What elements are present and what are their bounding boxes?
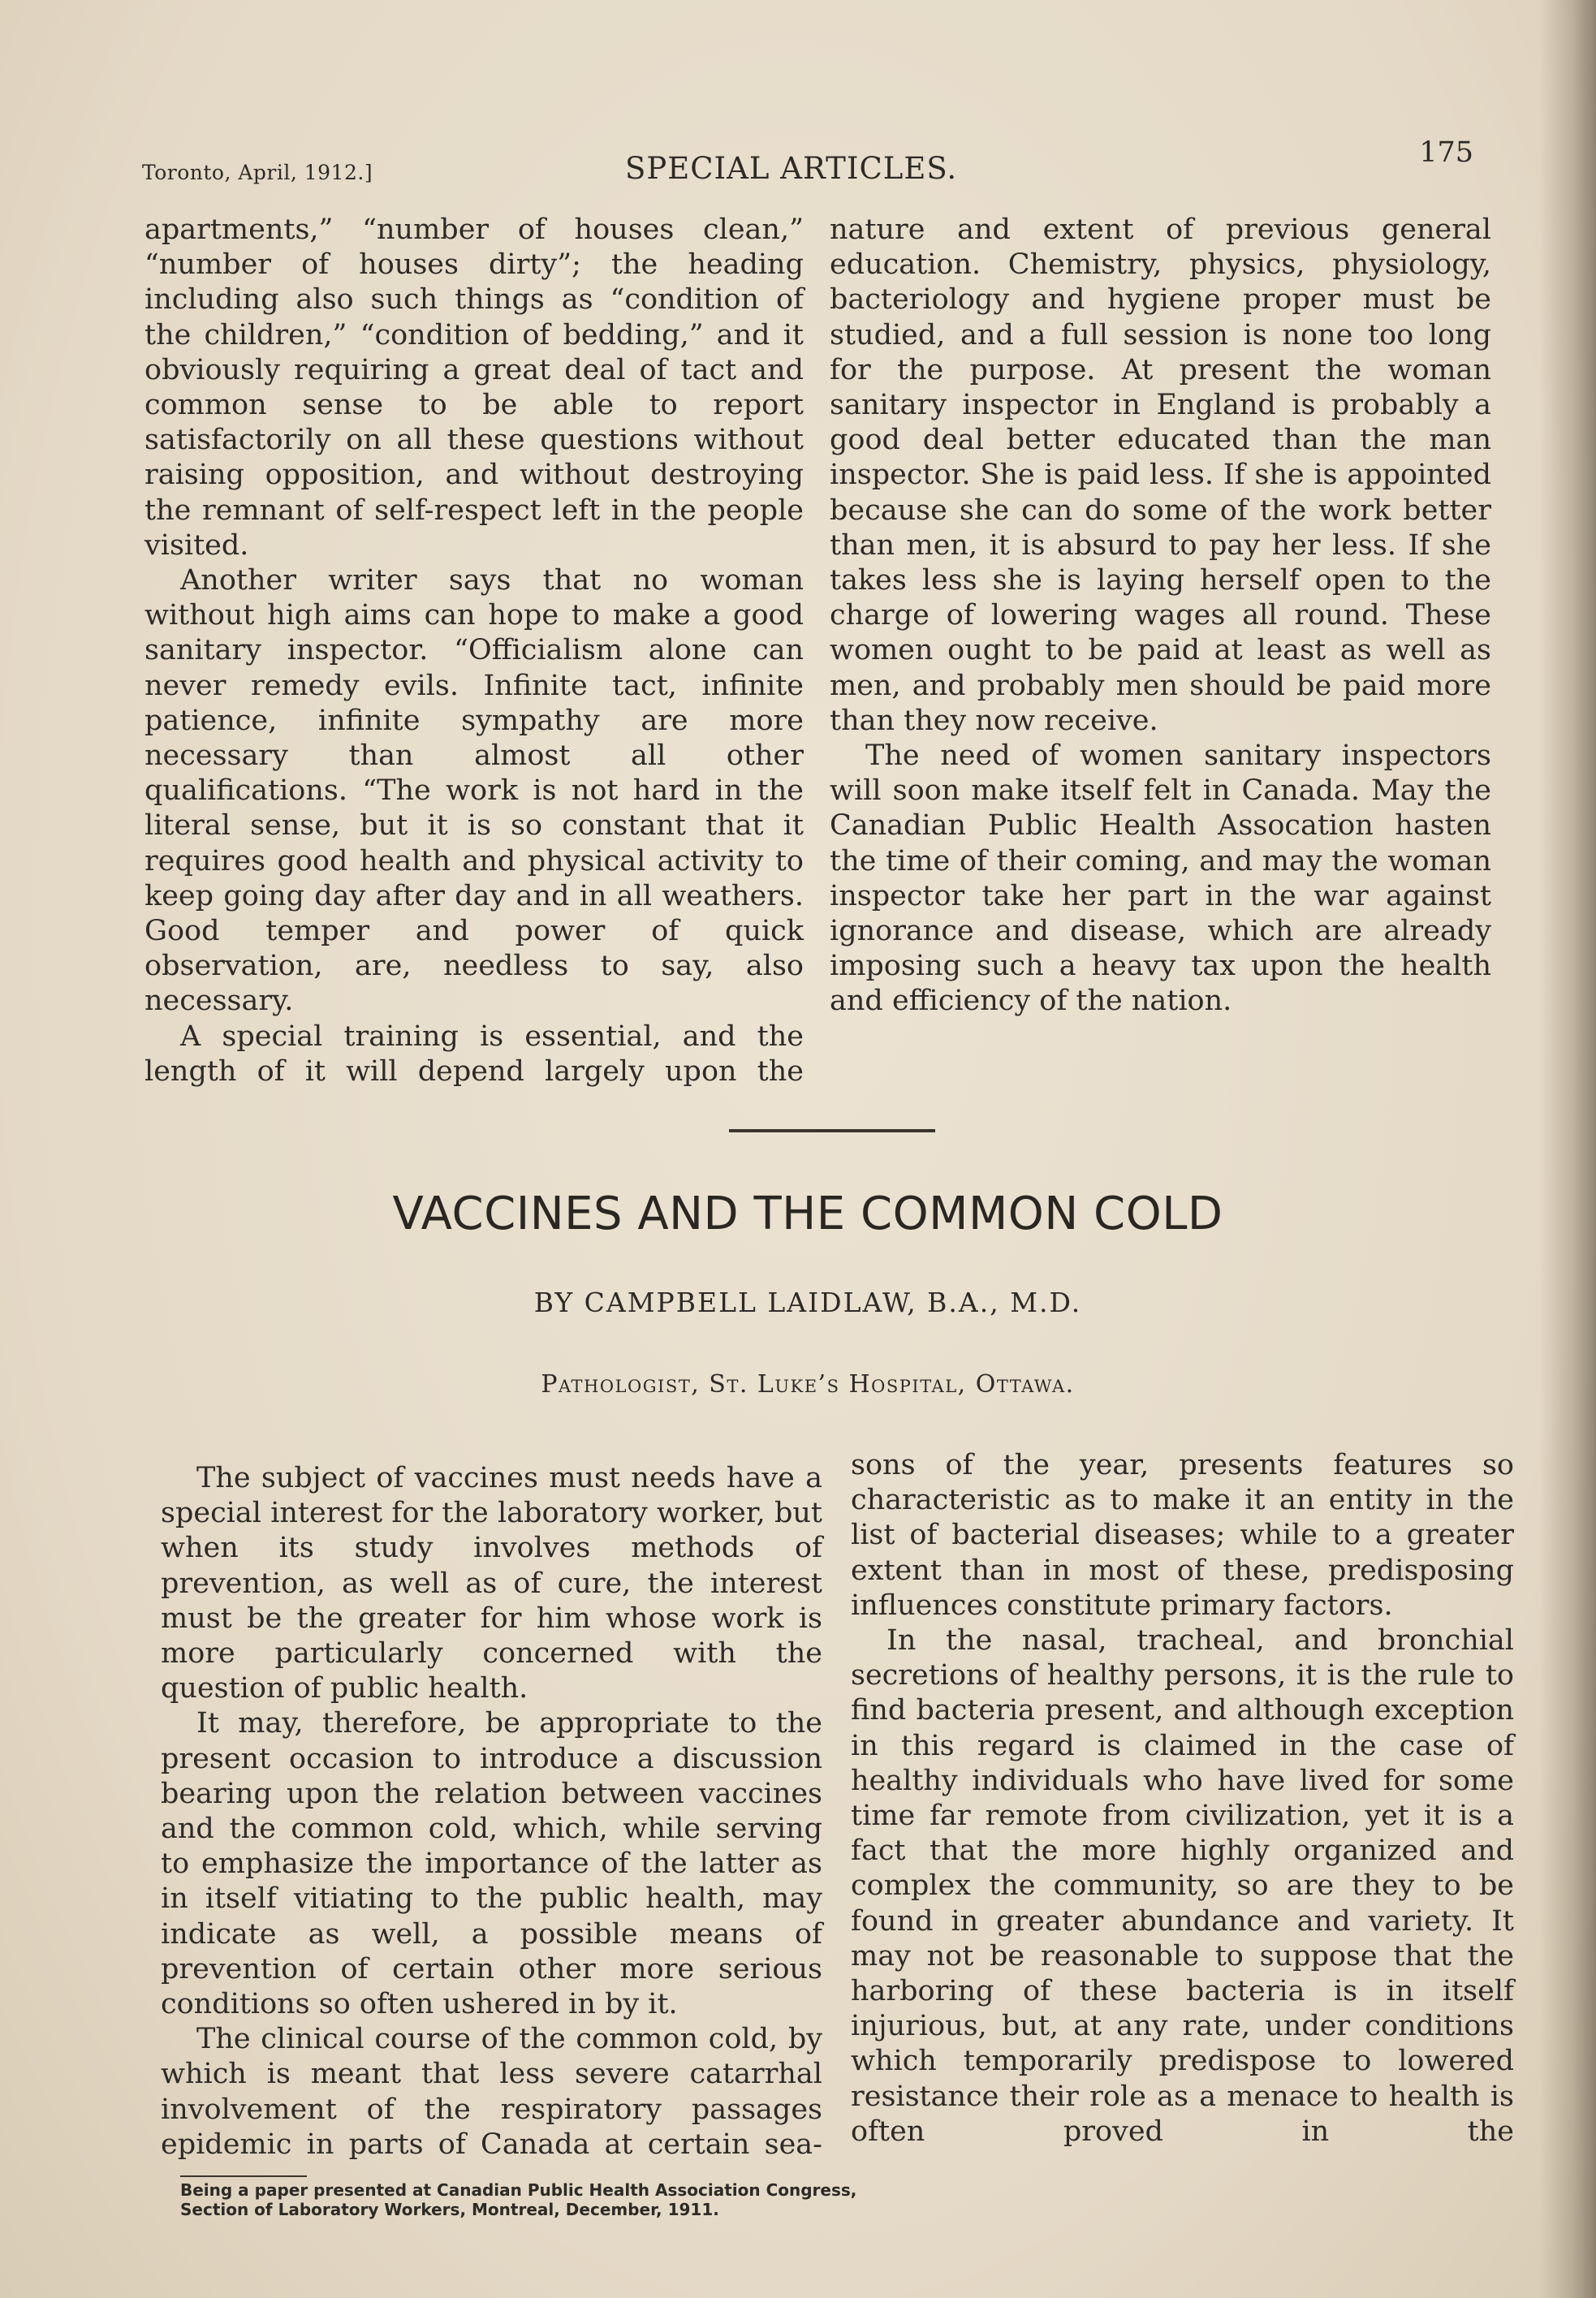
running-head [142,136,1473,185]
article-byline: BY CAMPBELL LAIDLAW, B.A., M.D. [533,1287,1082,1318]
footnote-rule [180,2175,307,2177]
author-affiliation: Pathologist, St. Luke’s Hospital, Ottawa. [541,1370,1075,1399]
paragraph: It may, therefore, be appropriate to the present occasion to introduce a discussion bearing upon the relation between vaccines and the common cold, which, while serving to emphasize the importance of the latter as in itself vitiating to the public health, may indicate as well, a possible means of prevention of certain other more serious conditions so often ushered in by it. [161,1707,822,2021]
section-divider-rule [729,1129,935,1132]
footnote [180,2180,1154,2219]
paragraph: The need of women sanitary inspectors will soon make itself felt in Canada. May the Canadian Public Health Assocation hasten the time of their coming, and may the woman inspector take her part in the war against ignorance and disease, which are already imposing such a heavy tax upon the health and efficiency of the nation. [830,739,1491,1018]
book-spine-shadow [1539,0,1596,2298]
paragraph: The subject of vaccines must needs have a special interest for the laboratory worker, but when its study involves methods of prevention, as well as of cure, the interest must be the greater for him whose work is more particularly concerned with the question of public health. [161,1462,822,1705]
paragraph: nature and extent of previous general education. Chemistry, physics, physiology, bacteriology and hygiene proper must be studied, and a full session is none too long for the purpose. At present the woman sanitary inspector in England is probably a good deal better educated than the man inspector. She is paid less. If she is appointed because she can do some of the work better than men, it is absurd to pay her less. If she takes less she is laying herself open to the charge of lowering wages all round. These women ought to be paid at least as well as men, and probably men should be paid more than they now receive. [830,213,1491,737]
paragraph: In the nasal, tracheal, and bronchial secretions of healthy persons, it is the rule to find bacteria present, and although exception in this regard is claimed in the case of healthy individuals who have lived for some time far remote from civilization, yet it is a fact that the more highly organized and complex the community, so are they to be found in greater abundance and variety. It may not be reasonable to suppose that the harboring of these bacteria is in itself injurious, but, at any rate, under conditions which temporarily predispose to lowered resistance their role as a menace to health is often proved in the [851,1624,1514,2148]
previous-article-right-column [830,213,1491,1020]
paragraph: sons of the year, presents features so characteristic as to make it an entity in the list of bacterial diseases; while to a greater extent than in most of these, predisposing influences constitute primary factors. [851,1449,1514,1622]
footnote-line: Being a paper presented at Canadian Public Health Association Congress, [180,2180,857,2200]
paragraph: A special training is essential, and the length of it will depend largely upon the [145,1020,804,1088]
paragraph: apartments,” “number of houses clean,” “number of houses dirty”; the heading including also such things as “condition of the children,” “condition of bedding,” and it obviously requiring a great deal of tact and common sense to be able to report satisfactorily on all these questions without raising opposition, and without destroying the remnant of self-respect left in the people visited. [145,213,804,562]
article-left-column [161,1461,822,2162]
page-number: 175 [1419,136,1473,169]
article-title: VACCINES AND THE COMMON COLD [392,1188,1223,1240]
section-title: SPECIAL ARTICLES. [625,151,958,186]
issue-location-date: Toronto, April, 1912.] [142,161,373,184]
paragraph: The clinical course of the common cold, by which is meant that less severe catarrhal involvement of the respiratory passages epidemic in parts of Canada at certain sea- [161,2023,822,2161]
previous-article-left-column [145,213,804,1089]
footnote-line: Section of Laboratory Workers, Montreal, December, 1911. [180,2200,719,2219]
article-right-column [851,1448,1514,2149]
paragraph: Another writer says that no woman without high aims can hope to make a good sanitary inspector. “Officialism alone can never remedy evils. Infinite tact, infinite patience, infinite sympathy are more necessary than almost all other qualifications. “The work is not hard in the literal sense, but it is so constant that it requires good health and physical activity to keep going day after day and in all weathers. Good temper and power of quick observation, are, needless to say, also necessary. [145,564,804,1018]
